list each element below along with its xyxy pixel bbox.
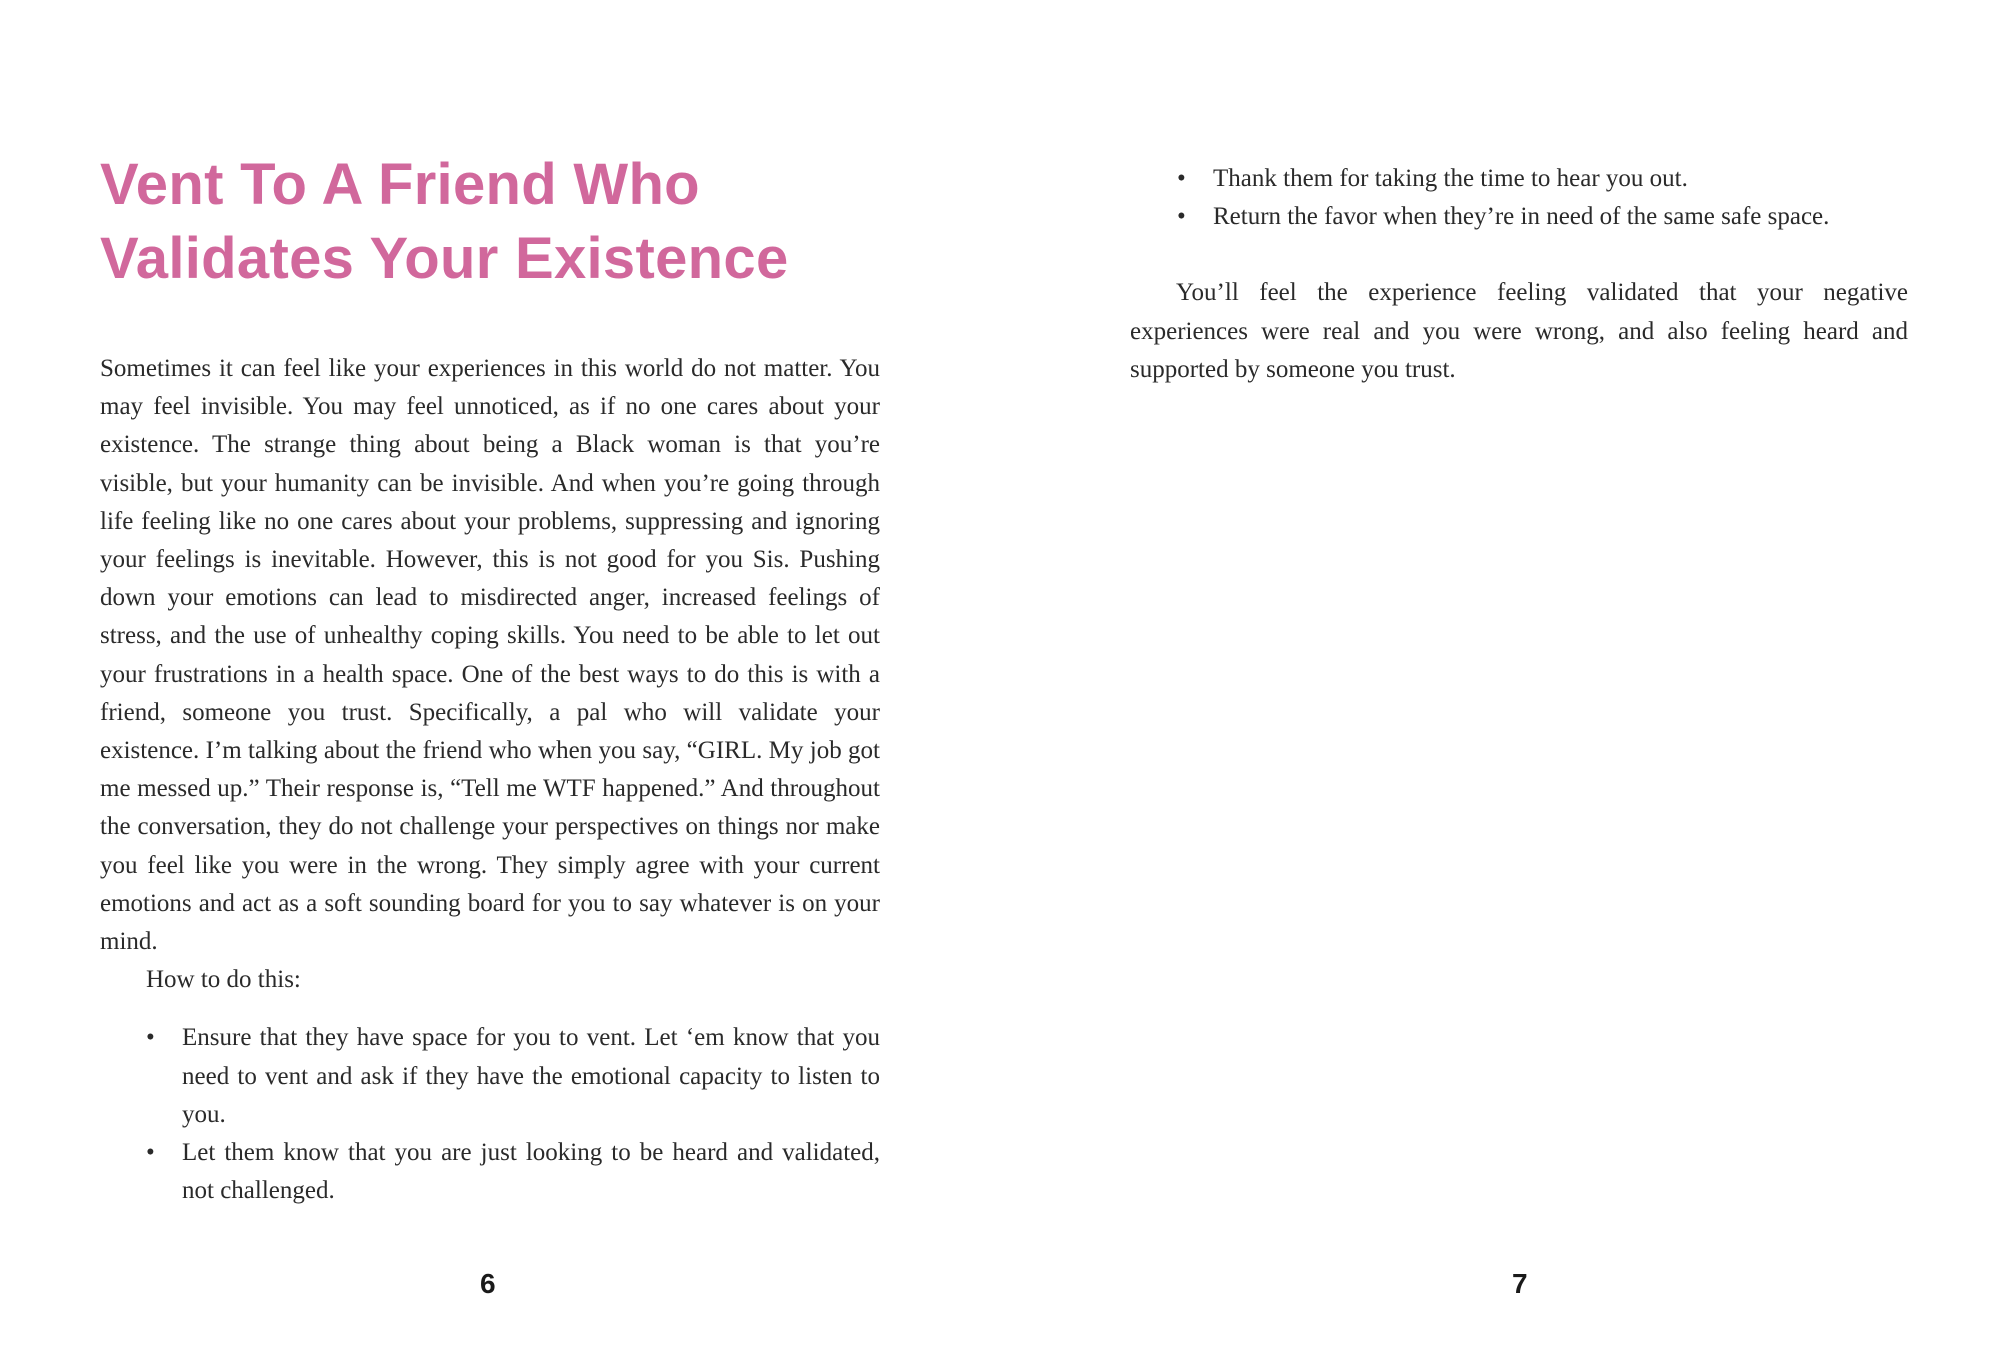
how-to-list-continued [1130, 160, 1908, 236]
list-item [1177, 160, 1908, 198]
bullet-icon: • [1177, 165, 1186, 192]
bullet-icon: • [1177, 203, 1186, 231]
list-item [1177, 198, 1908, 236]
list-item-text: Let them know that you are just looking to be heard and validated, not challenged. [182, 1139, 880, 1205]
right-body-text [1130, 160, 1908, 389]
left-body-text [100, 350, 880, 1210]
closing-paragraph: You’ll feel the experience feeling validated that your negative experiences were real and you were wrong, and also feeling heard and supported by someone you trust. [1130, 279, 1908, 383]
list-item-text: Ensure that they have space for you to vent. Let ‘em know that you need to vent and ask if they have the emotional capacity to listen to you. [182, 1024, 880, 1128]
how-to-list [100, 1019, 880, 1210]
list-item [146, 1134, 880, 1210]
how-to-label: How to do this: [146, 966, 301, 994]
list-item [146, 1019, 880, 1134]
section-heading [100, 148, 860, 296]
list-item-text: Thank them for taking the time to hear you out. [1213, 165, 1688, 192]
page-number: 6 [480, 1268, 496, 1299]
bullet-icon: • [146, 1024, 155, 1052]
right-page [1000, 0, 2000, 1363]
heading-line-2: Validates Your Existence [100, 226, 789, 291]
intro-paragraph: Sometimes it can feel like your experiences in this world do not matter. You may feel invisible. You may feel unnoticed, as if no one cares about your existence. The strange thing about being a Black woman is that you’re visible, but your humanity can be invisible. And when you’re going through life feeling like no one cares about your problems, suppressing and ignoring your feelings is inevitable. However, this is not good for you Sis. Pushing down your emotions can lead to misdirected anger, increased feelings of stress, and the use of unhealthy coping skills. You need to be able to let out your frustrations in a health space. One of the best ways to do this is with a friend, someone you trust. Specifically, a pal who will validate your existence. I’m talking about the friend who when you say, “GIRL. My job got me messed up.” Their response is, “Tell me WTF happened.” And throughout the conversation, they do not challenge your perspectives on things nor make you feel like you were in the wrong. They simply agree with your current emotions and act as a soft sounding board for you to say whatever is on your mind. [100, 355, 880, 956]
heading-line-1: Vent To A Friend Who [100, 152, 700, 217]
bullet-icon: • [146, 1139, 155, 1167]
page-number: 7 [1512, 1268, 1528, 1299]
list-item-text: Return the favor when they’re in need of the same safe space. [1213, 203, 1830, 231]
